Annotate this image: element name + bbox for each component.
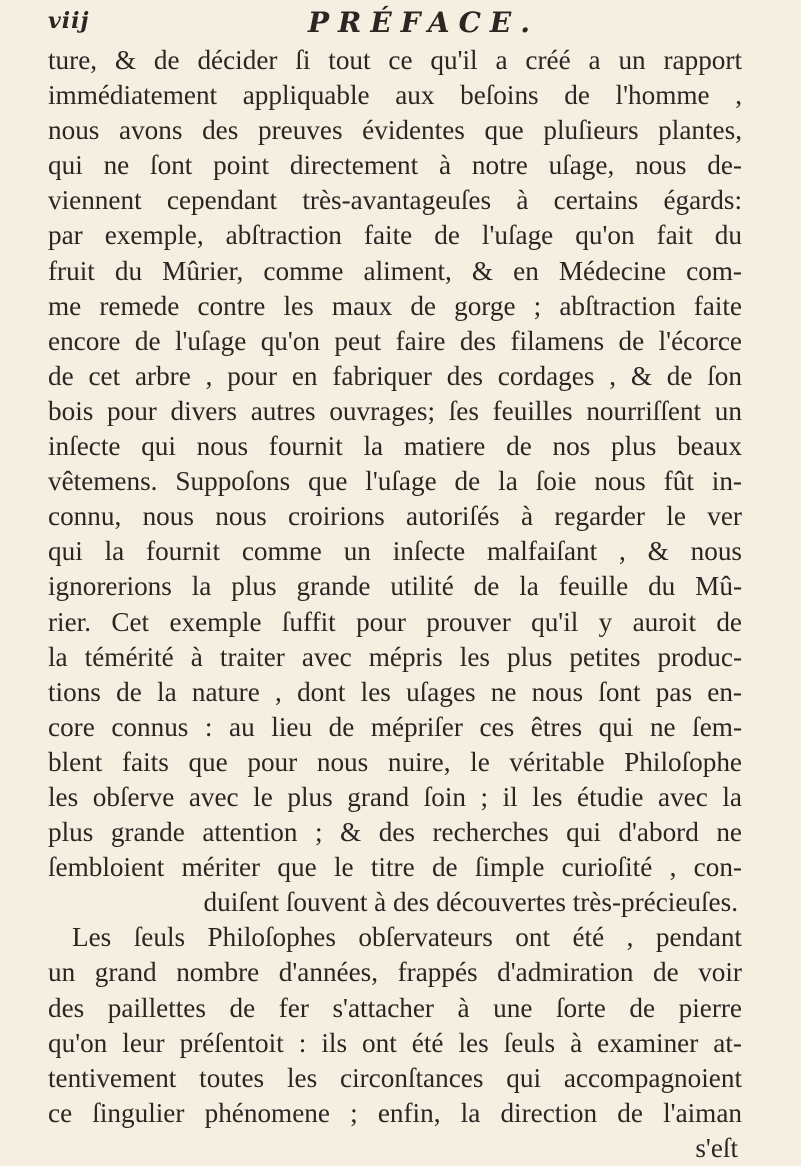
text-line: connu, nous nous croirions autoriſés à regarder le ver [48,501,742,532]
text-line: bois pour divers autres ouvrages; ſes feuilles nourriſſent un [48,395,742,426]
text-line: core connus : au lieu de mépriſer ces êtres qui ne ſem- [48,711,742,742]
text-line: ſembloient mériter que le titre de ſimple curioſité , con- [48,852,742,883]
running-title: PRÉFACE. [308,6,540,39]
text-line: immédiatement appliquable aux beſoins de l'homme , [48,80,742,111]
text-line: tions de la nature , dont les uſages ne nous ſont pas en- [48,676,742,707]
page-header [48,6,739,46]
text-line: qui ne ſont point directement à notre uſage, nous de- [48,150,742,181]
text-line: ce ſingulier phénomene ; enfin, la direction de l'aiman [48,1097,742,1128]
catchword: s'eſt [695,1132,738,1163]
text-line: par exemple, abſtraction faite de l'uſage qu'on fait du [48,220,742,251]
body-text [48,43,742,1166]
text-line: encore de l'uſage qu'on peut faire des filamens de l'écorce [48,325,742,356]
text-line: vêtemens. Suppoſons que l'uſage de la ſoie nous fût in- [48,466,742,497]
text-line: un grand nombre d'années, frappés d'admiration de voir [48,957,742,988]
text-line: me remede contre les maux de gorge ; abſtraction faite [48,290,742,321]
text-line: rier. Cet exemple ſuffit pour prouver qu'il y auroit de [48,606,742,637]
paragraph-start-line: Les ſeuls Philoſophes obſervateurs ont été , pendant [72,922,742,953]
text-line: ture, & de décider ſi tout ce qu'il a créé a un rapport [48,45,742,75]
text-line: tentivement toutes les circonſtances qui accompagnoient [48,1062,742,1093]
text-line: ignorerions la plus grande utilité de la feuille du Mû- [48,571,742,602]
text-line: blent faits que pour nous nuire, le véritable Philoſophe [48,746,742,777]
text-line: inſecte qui nous fournit la matiere de nos plus beaux [48,431,742,462]
text-line: la témérité à traiter avec mépris les plus petites produc- [48,641,742,672]
text-line: viennent cependant très-avantageuſes à certains égards: [48,185,742,216]
text-line: les obſerve avec le plus grand ſoin ; il les étudie avec la [48,781,742,812]
text-line: qu'on leur préſentoit : ils ont été les ſeuls à examiner at- [48,1027,742,1058]
text-line: des paillettes de fer s'attacher à une ſorte de pierre [48,992,742,1023]
text-line: qui la fournit comme un inſecte malfaiſant , & nous [48,536,742,567]
text-line: nous avons des preuves évidentes que pluſieurs plantes, [48,115,742,146]
page-number: viij [48,8,90,34]
text-line: fruit du Mûrier, comme aliment, & en Médecine com- [48,255,742,286]
text-line: plus grande attention ; & des recherches qui d'abord ne [48,817,742,848]
text-line: de cet arbre , pour en fabriquer des cordages , & de ſon [48,360,742,391]
paragraph-end-line: duiſent ſouvent à des découvertes très-précieuſes. [203,887,738,918]
